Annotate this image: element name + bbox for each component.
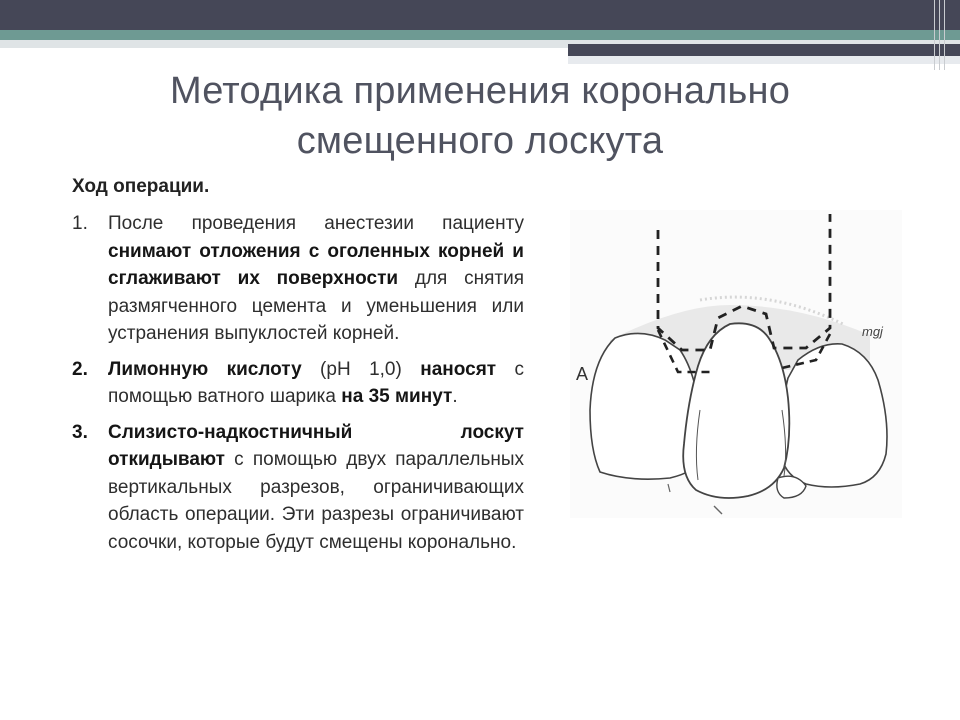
text-run-bold: на 35 минут [341,386,453,407]
text-run: . [452,386,458,407]
slide-title [60,66,900,166]
tooth-diagram [570,210,902,518]
text-run-bold: снимают отложения с оголенных корней и сглаживают их поверхности [108,240,524,289]
list-item-1 [72,210,524,348]
slide-title-line-2: смещенного лоскута [296,120,664,162]
slide-title-line-1: Методика применения коронально [169,70,791,112]
list-item-3 [72,419,524,557]
label-a: A [576,364,589,384]
slide-body [72,176,524,564]
root-fragment [714,506,722,514]
corner-vertical-lines [930,0,960,70]
list-text [108,356,524,411]
list-number: 1. [72,213,88,234]
tooth-diagram-svg [570,210,902,518]
text-run-bold: Слизисто-надкостничный лоскут откидывают [108,421,524,470]
list-number: 3. [72,421,88,443]
text-run: с помощью ватного шарика [108,358,525,407]
list-text [108,210,524,348]
label-mgj: mgj [862,324,883,339]
text-run: с помощью двух параллельных вертикальных разрезов, ограничивающих область операции. Эти разрезы ограничивают сосочки, которые будут смещены коронально. [108,449,524,553]
top-band-teal [0,30,960,40]
text-run: для снятия размягченного цемента и уменьшения или устранения выпуклостей корней. [108,268,524,344]
section-heading: Ход операции. [72,176,210,197]
text-run-bold: наносят [420,358,497,380]
text-run-bold: Лимонную кислоту [108,358,302,380]
text-run: После проведения анестезии пациенту [108,213,524,234]
text-run: (рН 1,0) [301,358,421,380]
top-band-dark [0,0,960,30]
top-decoration-bar [0,0,960,66]
list-text [108,419,524,557]
right-accent-light [568,56,960,64]
right-accent-dark [568,44,960,56]
list-number: 2. [72,358,88,380]
root-fragment [668,484,670,492]
list-item-2 [72,356,524,411]
